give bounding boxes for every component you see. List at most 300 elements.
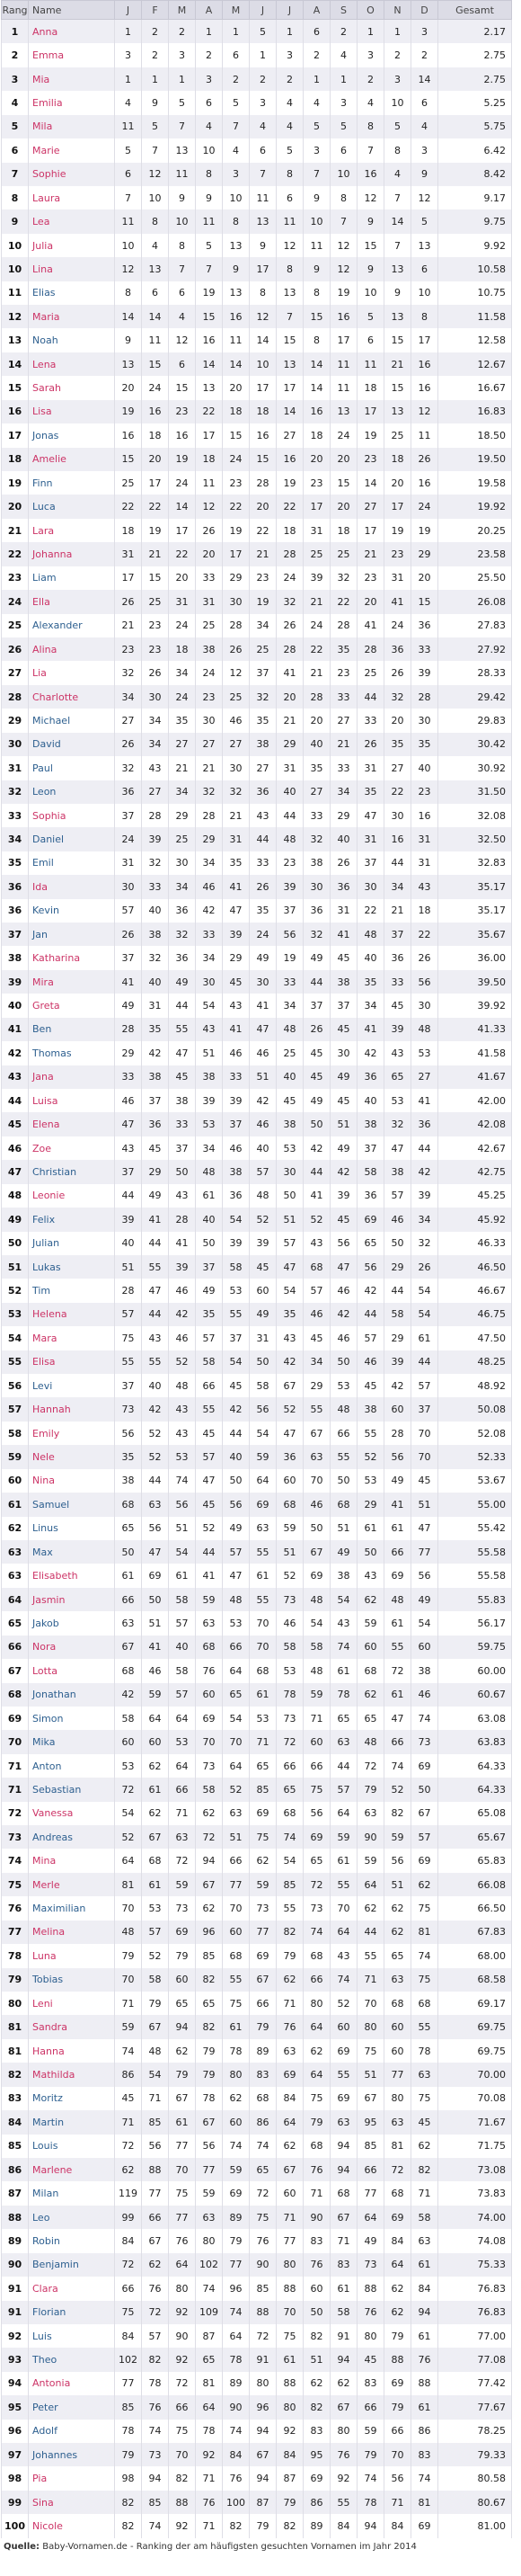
month-rank-cell: 19 (277, 946, 304, 969)
month-rank-cell: 17 (384, 495, 411, 518)
month-rank-cell: 49 (304, 1089, 331, 1112)
month-rank-cell: 59 (142, 1683, 169, 1707)
total-cell: 2.75 (438, 43, 512, 67)
name-cell: Merle (29, 1873, 115, 1896)
month-rank-cell: 64 (304, 2063, 331, 2086)
table-row (2, 1469, 512, 1493)
name-cell: Emily (29, 1422, 115, 1445)
month-rank-cell: 56 (304, 1802, 331, 1825)
month-rank-cell: 21 (115, 614, 142, 637)
month-rank-cell: 33 (304, 804, 331, 827)
month-rank-cell: 54 (331, 1588, 358, 1611)
month-rank-cell: 53 (411, 1041, 438, 1065)
month-rank-cell: 5 (331, 115, 358, 138)
month-rank-cell: 95 (358, 2110, 384, 2134)
total-cell: 39.92 (438, 994, 512, 1017)
month-rank-cell: 66 (331, 1422, 358, 1445)
name-cell: Thomas (29, 1041, 115, 1065)
month-rank-cell: 69 (411, 1849, 438, 1872)
month-rank-cell: 18 (223, 400, 250, 423)
month-rank-cell: 66 (384, 2420, 411, 2443)
month-rank-cell: 27 (304, 780, 331, 804)
month-rank-cell: 72 (196, 1825, 223, 1849)
month-rank-cell: 36 (115, 780, 142, 804)
total-cell: 9.92 (438, 234, 512, 257)
month-rank-cell: 3 (250, 91, 277, 114)
name-cell: Elias (29, 281, 115, 305)
total-cell: 65.67 (438, 1825, 512, 1849)
month-rank-cell: 34 (142, 709, 169, 732)
month-rank-cell: 60 (384, 2039, 411, 2063)
month-rank-cell: 48 (115, 1921, 142, 1944)
month-rank-cell: 52 (223, 1778, 250, 1801)
month-rank-cell: 92 (277, 2420, 304, 2443)
table-row (2, 2372, 512, 2395)
month-rank-cell: 58 (196, 1350, 223, 1374)
month-rank-cell: 6 (169, 352, 196, 376)
month-rank-cell: 13 (115, 352, 142, 376)
month-rank-cell: 56 (250, 1397, 277, 1421)
month-rank-cell: 82 (115, 2514, 142, 2537)
total-cell: 69.75 (438, 2039, 512, 2063)
month-rank-cell: 89 (304, 2514, 331, 2537)
name-cell: Maximilian (29, 1896, 115, 1920)
month-rank-cell: 40 (411, 756, 438, 780)
month-rank-cell: 59 (277, 1517, 304, 1540)
month-rank-cell: 26 (250, 875, 277, 898)
month-rank-cell: 41 (384, 590, 411, 613)
month-rank-cell: 8 (169, 234, 196, 257)
month-rank-cell: 32 (142, 946, 169, 969)
month-rank-cell: 23 (304, 471, 331, 495)
table-row (2, 257, 512, 281)
month-rank-cell: 2 (250, 67, 277, 91)
name-cell: Lotta (29, 1659, 115, 1682)
month-rank-cell: 88 (250, 2301, 277, 2324)
month-rank-cell: 64 (304, 2015, 331, 2038)
month-rank-cell: 63 (115, 1611, 142, 1635)
month-rank-cell: 63 (331, 1730, 358, 1753)
month-rank-cell: 59 (358, 1849, 384, 1872)
table-row (2, 709, 512, 732)
header-name: Name (29, 1, 115, 20)
month-rank-cell: 39 (196, 1089, 223, 1112)
month-rank-cell: 38 (358, 1112, 384, 1136)
total-cell: 39.50 (438, 970, 512, 994)
month-rank-cell: 76 (358, 2301, 384, 2324)
month-rank-cell: 90 (358, 1825, 384, 1849)
name-cell: Jonas (29, 423, 115, 447)
month-rank-cell: 31 (358, 827, 384, 851)
month-rank-cell: 6 (223, 43, 250, 67)
name-cell: Antonia (29, 2372, 115, 2395)
month-rank-cell: 43 (169, 1184, 196, 1208)
month-rank-cell: 20 (277, 685, 304, 709)
month-rank-cell: 49 (331, 1065, 358, 1089)
table-row (2, 1374, 512, 1397)
rank-cell: 75 (2, 1873, 29, 1896)
month-rank-cell: 40 (250, 1136, 277, 1160)
month-rank-cell: 67 (115, 1636, 142, 1659)
month-rank-cell: 25 (304, 542, 331, 566)
month-rank-cell: 50 (250, 1350, 277, 1374)
rank-cell: 73 (2, 1825, 29, 1849)
month-rank-cell: 44 (142, 1303, 169, 1326)
month-rank-cell: 63 (142, 1493, 169, 1516)
total-cell: 12.58 (438, 328, 512, 352)
month-rank-cell: 37 (384, 923, 411, 946)
month-rank-cell: 48 (277, 827, 304, 851)
month-rank-cell: 80 (223, 2063, 250, 2086)
total-cell: 69.75 (438, 2015, 512, 2038)
rank-cell: 2 (2, 43, 29, 67)
month-rank-cell: 72 (250, 2181, 277, 2205)
table-row (2, 994, 512, 1017)
rank-cell: 72 (2, 1802, 29, 1825)
rank-cell: 90 (2, 2253, 29, 2277)
name-cell: Marlene (29, 2158, 115, 2181)
month-rank-cell: 58 (384, 1303, 411, 1326)
name-cell: Mia (29, 67, 115, 91)
month-rank-cell: 3 (169, 43, 196, 67)
month-rank-cell: 12 (277, 234, 304, 257)
total-cell: 35.17 (438, 899, 512, 923)
month-rank-cell: 84 (223, 2443, 250, 2466)
month-rank-cell: 85 (115, 2395, 142, 2419)
rank-cell: 59 (2, 1445, 29, 1468)
month-rank-cell: 62 (142, 1802, 169, 1825)
month-rank-cell: 74 (250, 2135, 277, 2158)
rank-cell: 56 (2, 1374, 29, 1397)
month-rank-cell: 36 (304, 899, 331, 923)
table-row (2, 471, 512, 495)
month-rank-cell: 34 (196, 851, 223, 875)
name-cell: Elena (29, 1112, 115, 1136)
rank-cell: 48 (2, 1184, 29, 1208)
month-rank-cell: 52 (142, 1422, 169, 1445)
month-rank-cell: 94 (250, 2420, 277, 2443)
month-rank-cell: 34 (277, 994, 304, 1017)
month-rank-cell: 76 (304, 2253, 331, 2277)
month-rank-cell: 5 (142, 115, 169, 138)
table-row (2, 519, 512, 542)
name-cell: Leon (29, 780, 115, 804)
month-rank-cell: 61 (196, 1184, 223, 1208)
month-rank-cell: 69 (250, 1802, 277, 1825)
month-rank-cell: 25 (277, 1041, 304, 1065)
month-rank-cell: 10 (196, 138, 223, 162)
month-rank-cell: 52 (384, 1778, 411, 1801)
month-rank-cell: 54 (277, 1849, 304, 1872)
name-cell: Christian (29, 1160, 115, 1183)
month-rank-cell: 13 (142, 257, 169, 281)
table-row (2, 875, 512, 898)
month-rank-cell: 84 (331, 2514, 358, 2537)
month-rank-cell: 11 (169, 163, 196, 186)
month-rank-cell: 24 (196, 661, 223, 684)
month-rank-cell: 13 (196, 376, 223, 399)
total-cell: 16.83 (438, 400, 512, 423)
month-rank-cell: 66 (223, 1636, 250, 1659)
month-rank-cell: 43 (169, 1397, 196, 1421)
total-cell: 71.75 (438, 2135, 512, 2158)
month-rank-cell: 80 (196, 2229, 223, 2252)
rank-cell: 54 (2, 1326, 29, 1350)
month-rank-cell: 43 (196, 1018, 223, 1041)
total-cell: 47.50 (438, 1326, 512, 1350)
rank-cell: 81 (2, 2039, 29, 2063)
month-rank-cell: 70 (223, 1896, 250, 1920)
month-rank-cell: 44 (384, 851, 411, 875)
rank-cell: 58 (2, 1422, 29, 1445)
month-rank-cell: 73 (115, 1397, 142, 1421)
month-rank-cell: 37 (331, 994, 358, 1017)
rank-cell: 91 (2, 2301, 29, 2324)
month-rank-cell: 42 (142, 1397, 169, 1421)
month-rank-cell: 35 (358, 780, 384, 804)
month-rank-cell: 70 (115, 1968, 142, 1992)
month-rank-cell: 66 (115, 2277, 142, 2300)
month-rank-cell: 69 (304, 2466, 331, 2490)
total-cell: 2.75 (438, 67, 512, 91)
month-rank-cell: 30 (411, 994, 438, 1017)
month-rank-cell: 80 (277, 2395, 304, 2419)
month-rank-cell: 46 (250, 1041, 277, 1065)
month-rank-cell: 23 (277, 851, 304, 875)
month-rank-cell: 24 (250, 923, 277, 946)
month-rank-cell: 63 (358, 1802, 384, 1825)
month-rank-cell: 63 (250, 1517, 277, 1540)
month-rank-cell: 47 (277, 1255, 304, 1279)
month-rank-cell: 56 (331, 1232, 358, 1255)
name-cell: Jan (29, 923, 115, 946)
month-rank-cell: 60 (277, 2181, 304, 2205)
month-rank-cell: 68 (384, 2181, 411, 2205)
month-rank-cell: 61 (384, 1611, 411, 1635)
table-row (2, 1184, 512, 1208)
month-rank-cell: 12 (331, 234, 358, 257)
month-rank-cell: 54 (411, 1611, 438, 1635)
month-rank-cell: 6 (304, 20, 331, 44)
month-rank-cell: 51 (223, 1825, 250, 1849)
month-rank-cell: 47 (223, 899, 250, 923)
month-rank-cell: 8 (115, 281, 142, 305)
total-cell: 77.67 (438, 2395, 512, 2419)
month-rank-cell: 49 (250, 1303, 277, 1326)
month-rank-cell: 37 (142, 1089, 169, 1112)
rank-cell: 46 (2, 1136, 29, 1160)
rank-cell: 60 (2, 1469, 29, 1493)
month-rank-cell: 11 (142, 328, 169, 352)
month-rank-cell: 61 (250, 1683, 277, 1707)
total-cell: 32.50 (438, 827, 512, 851)
month-rank-cell: 23 (115, 637, 142, 661)
month-rank-cell: 10 (142, 186, 169, 209)
month-rank-cell: 79 (196, 2063, 223, 2086)
rank-cell: 38 (2, 946, 29, 969)
month-rank-cell: 72 (115, 1778, 142, 1801)
month-rank-cell: 15 (384, 328, 411, 352)
header-month: N (384, 1, 411, 20)
month-rank-cell: 42 (331, 1303, 358, 1326)
rank-cell: 20 (2, 495, 29, 518)
month-rank-cell: 73 (358, 2253, 384, 2277)
month-rank-cell: 62 (411, 1873, 438, 1896)
total-cell: 52.33 (438, 1445, 512, 1468)
month-rank-cell: 39 (384, 1350, 411, 1374)
month-rank-cell: 45 (277, 1089, 304, 1112)
month-rank-cell: 39 (142, 827, 169, 851)
month-rank-cell: 68 (304, 1944, 331, 1967)
month-rank-cell: 22 (277, 495, 304, 518)
table-row (2, 2181, 512, 2205)
month-rank-cell: 2 (411, 43, 438, 67)
month-rank-cell: 41 (358, 614, 384, 637)
month-rank-cell: 51 (331, 1517, 358, 1540)
rank-cell: 25 (2, 614, 29, 637)
rank-cell: 23 (2, 566, 29, 590)
month-rank-cell: 61 (384, 1517, 411, 1540)
month-rank-cell: 26 (142, 661, 169, 684)
month-rank-cell: 62 (223, 2087, 250, 2110)
month-rank-cell: 34 (358, 994, 384, 1017)
month-rank-cell: 19 (142, 519, 169, 542)
month-rank-cell: 26 (384, 661, 411, 684)
month-rank-cell: 75 (250, 2206, 277, 2229)
rank-cell: 51 (2, 1255, 29, 1279)
month-rank-cell: 74 (411, 1944, 438, 1967)
month-rank-cell: 19 (223, 519, 250, 542)
month-rank-cell: 62 (384, 1896, 411, 1920)
month-rank-cell: 29 (277, 733, 304, 756)
month-rank-cell: 46 (304, 1303, 331, 1326)
month-rank-cell: 50 (142, 1588, 169, 1611)
month-rank-cell: 83 (304, 2420, 331, 2443)
month-rank-cell: 64 (223, 1754, 250, 1778)
month-rank-cell: 67 (142, 2015, 169, 2038)
month-rank-cell: 61 (411, 1326, 438, 1350)
month-rank-cell: 4 (250, 115, 277, 138)
month-rank-cell: 89 (223, 2206, 250, 2229)
month-rank-cell: 37 (358, 1136, 384, 1160)
month-rank-cell: 76 (277, 2015, 304, 2038)
month-rank-cell: 38 (115, 1469, 142, 1493)
month-rank-cell: 92 (169, 2301, 196, 2324)
month-rank-cell: 6 (250, 138, 277, 162)
total-cell: 9.75 (438, 209, 512, 233)
month-rank-cell: 18 (196, 448, 223, 471)
name-cell: Laura (29, 186, 115, 209)
month-rank-cell: 62 (358, 1683, 384, 1707)
total-cell: 19.92 (438, 495, 512, 518)
month-rank-cell: 69 (384, 1564, 411, 1587)
month-rank-cell: 56 (223, 1493, 250, 1516)
month-rank-cell: 78 (358, 2491, 384, 2514)
month-rank-cell: 42 (384, 1374, 411, 1397)
month-rank-cell: 67 (196, 2110, 223, 2134)
month-rank-cell: 21 (304, 661, 331, 684)
month-rank-cell: 66 (250, 1992, 277, 2015)
month-rank-cell: 62 (384, 2277, 411, 2300)
month-rank-cell: 77 (250, 1921, 277, 1944)
month-rank-cell: 63 (223, 1802, 250, 1825)
month-rank-cell: 30 (196, 709, 223, 732)
month-rank-cell: 41 (384, 1493, 411, 1516)
month-rank-cell: 51 (304, 2348, 331, 2371)
month-rank-cell: 71 (115, 2110, 142, 2134)
month-rank-cell: 13 (277, 352, 304, 376)
month-rank-cell: 56 (196, 2135, 223, 2158)
month-rank-cell: 27 (358, 495, 384, 518)
month-rank-cell: 26 (277, 614, 304, 637)
month-rank-cell: 54 (411, 1303, 438, 1326)
month-rank-cell: 62 (277, 2135, 304, 2158)
month-rank-cell: 46 (169, 1326, 196, 1350)
month-rank-cell: 33 (115, 1065, 142, 1089)
name-cell: Helena (29, 1303, 115, 1326)
month-rank-cell: 72 (384, 1659, 411, 1682)
month-rank-cell: 69 (411, 2514, 438, 2537)
month-rank-cell: 88 (277, 2277, 304, 2300)
month-rank-cell: 84 (277, 2087, 304, 2110)
table-row (2, 1921, 512, 1944)
month-rank-cell: 74 (358, 2466, 384, 2490)
month-rank-cell: 23 (223, 471, 250, 495)
total-cell: 71.67 (438, 2110, 512, 2134)
rank-cell: 40 (2, 994, 29, 1017)
month-rank-cell: 38 (384, 1160, 411, 1183)
month-rank-cell: 46 (304, 1493, 331, 1516)
month-rank-cell: 71 (411, 2181, 438, 2205)
month-rank-cell: 31 (411, 851, 438, 875)
rank-cell: 52 (2, 1279, 29, 1302)
month-rank-cell: 69 (304, 1564, 331, 1587)
month-rank-cell: 39 (331, 1184, 358, 1208)
month-rank-cell: 92 (196, 2443, 223, 2466)
month-rank-cell: 47 (169, 1041, 196, 1065)
month-rank-cell: 68 (115, 1659, 142, 1682)
month-rank-cell: 60 (384, 1397, 411, 1421)
month-rank-cell: 47 (142, 1279, 169, 1302)
month-rank-cell: 80 (277, 2253, 304, 2277)
month-rank-cell: 28 (358, 637, 384, 661)
rank-cell: 15 (2, 376, 29, 399)
month-rank-cell: 13 (223, 234, 250, 257)
month-rank-cell: 37 (223, 1112, 250, 1136)
month-rank-cell: 63 (196, 2206, 223, 2229)
table-row (2, 2253, 512, 2277)
month-rank-cell: 45 (196, 1422, 223, 1445)
month-rank-cell: 59 (250, 1873, 277, 1896)
month-rank-cell: 30 (250, 970, 277, 994)
month-rank-cell: 53 (223, 1611, 250, 1635)
month-rank-cell: 36 (331, 875, 358, 898)
month-rank-cell: 71 (358, 1968, 384, 1992)
total-cell: 50.08 (438, 1397, 512, 1421)
month-rank-cell: 61 (169, 2110, 196, 2134)
month-rank-cell: 44 (250, 827, 277, 851)
rank-cell: 61 (2, 1493, 29, 1516)
month-rank-cell: 16 (304, 400, 331, 423)
month-rank-cell: 77 (196, 2158, 223, 2181)
month-rank-cell: 46 (358, 1350, 384, 1374)
month-rank-cell: 94 (411, 2301, 438, 2324)
month-rank-cell: 3 (384, 67, 411, 91)
month-rank-cell: 66 (169, 1778, 196, 1801)
month-rank-cell: 52 (277, 1397, 304, 1421)
month-rank-cell: 35 (115, 1445, 142, 1468)
month-rank-cell: 79 (115, 2443, 142, 2466)
